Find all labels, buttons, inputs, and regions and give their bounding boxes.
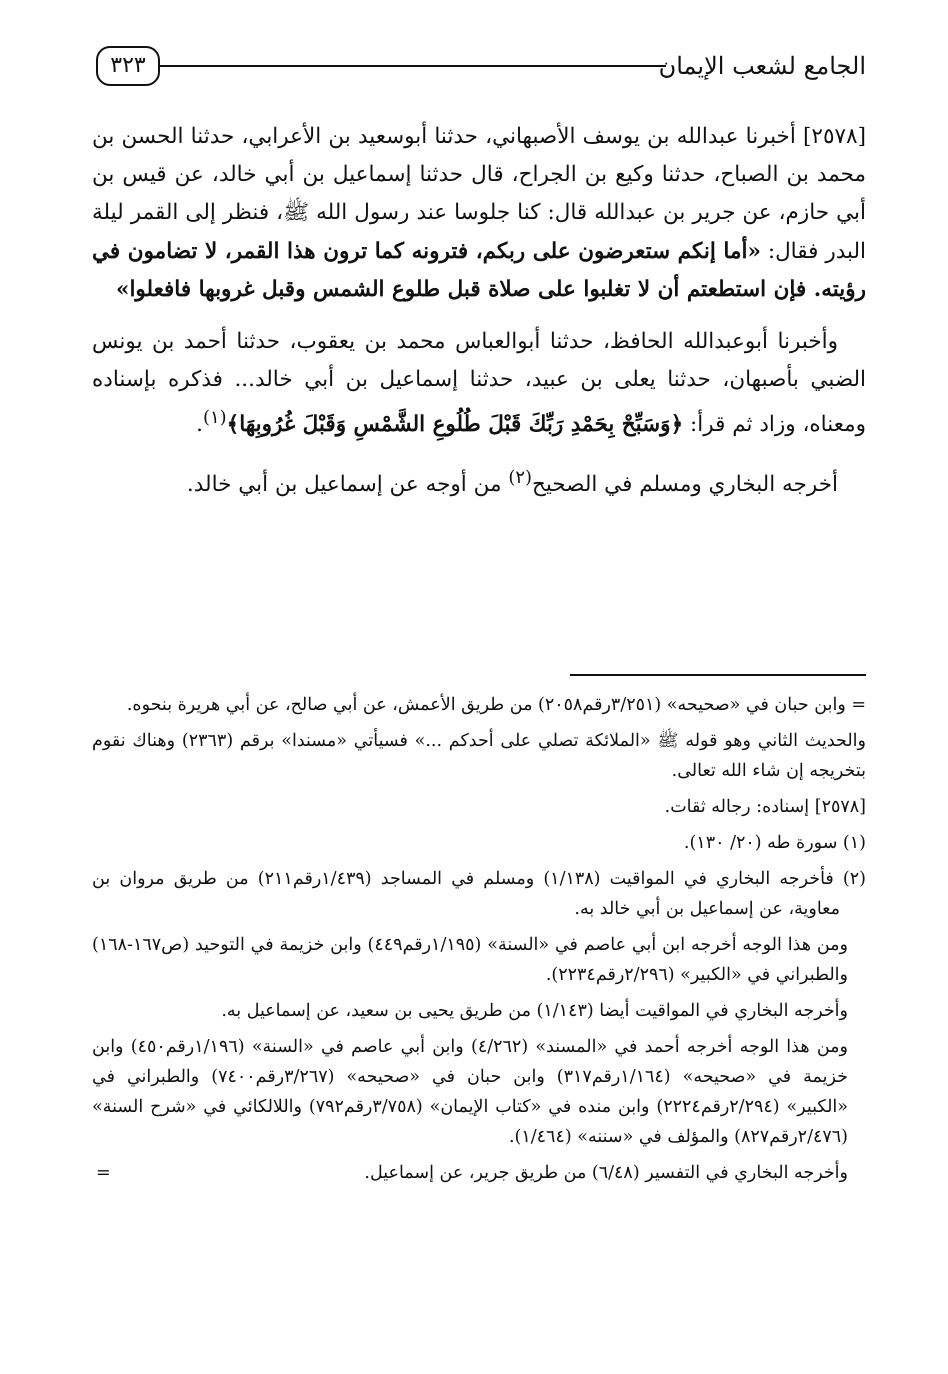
footnote-2-para-4: ومن هذا الوجه أخرجه أحمد في «المسند» (٤/٢٦٢) وابن أبي عاصم في «السنة» (١/١٩٦رقم٤٥٠) وابن خزيمة في «صحيحه» (١/١٦٤رقم٣١٧) وابن حبان في «صحيحه» (٣/٢٦٧رقم٧٤٠٠) والطبراني في «الكبير» (٢/٢٩٤رقم٢٢٢٤) وابن منده في «كتاب الإيمان» (٣/٧٥٨رقم٧٩٢) واللالكائي في «شرح السنة» (٢/٤٧٦رقم٨٢٧) والمؤلف في «سننه» (١/٤٦٤). xyxy=(92,1037,848,1147)
page-number: ٣٢٣ xyxy=(96,46,160,86)
takhrij-text-a: أخرجه البخاري ومسلم في الصحيح xyxy=(531,471,838,497)
footnote-continuation: = وابن حبان في «صحيحه» (٣/٢٥١رقم٢٠٥٨) من طريق الأعمش، عن أبي صالح، عن أبي هريرة بنحوه. xyxy=(126,695,866,715)
second-chain-end: . xyxy=(196,412,203,438)
footnote-2-para-2: ومن هذا الوجه أخرجه ابن أبي عاصم في «السنة» (١/١٩٥رقم٤٤٩) وابن خزيمة في التوحيد (ص١٦٧-١٦٨) والطبراني في «الكبير» (٢/٢٩٦رقم٢٢٣٤). xyxy=(92,935,848,985)
running-title: الجامع لشعب الإيمان xyxy=(658,52,866,80)
takhrij-text-b: من أوجه عن إسماعيل بن أبي خالد. xyxy=(186,471,509,497)
quran-verse: ﴿وَسَبِّحْ بِحَمْدِ رَبِّكَ قَبْلَ طُلُوعِ الشَّمْسِ وَقَبْلَ غُرُوبِهَا﴾ xyxy=(226,412,684,438)
page-header xyxy=(96,42,866,98)
hadith-isnad: [٢٥٧٨] أخبرنا عبدالله بن يوسف الأصبهاني، حدثنا أبوسعيد بن الأعرابي، حدثنا الحسن بن محمد بن الصباح، حدثنا وكيع بن الجراح، قال حدثنا إسماعيل بن أبي خالد، عن قيس بن أبي حازم، عن جرير بن عبدالله قال: كنا جلوسا عند رسول الله ﷺ، فنظر إلى القمر ليلة البدر فقال: xyxy=(92,124,867,264)
footnotes xyxy=(92,690,866,1194)
second-chain-text: وأخبرنا أبوعبدالله الحافظ، حدثنا أبوالعباس محمد بن يعقوب، حدثنا أحمد بن يونس الضبي بأصبهان، حدثنا يعلى بن عبيد، حدثنا إسماعيل بن أبي خالد... فذكره بإسناده ومعناه، وزاد ثم قرأ: xyxy=(92,329,866,438)
hadith-2578 xyxy=(92,118,866,309)
footnote-2: (٢) فأخرجه البخاري في المواقيت (١/١٣٨) ومسلم في المساجد (١/٤٣٩رقم٢١١) من طريق مروان بن معاوية، عن إسماعيل بن أبي خالد به. xyxy=(92,869,866,919)
footnote-2-para-3: وأخرجه البخاري في المواقيت أيضا (١/١٤٣) من طريق يحيى بن سعيد، عن إسماعيل به. xyxy=(221,1001,848,1021)
footnote-2-para-5 xyxy=(92,1158,866,1188)
hadith-matn: «أما إنكم ستعرضون على ربكم، فترونه كما ترون هذا القمر، لا تضامون في رؤيته. فإن استطعتم أن لا تغلبوا على صلاة قبل طلوع الشمس وقبل غروبها فافعلوا» xyxy=(92,238,866,302)
continuation-mark: = xyxy=(96,1163,111,1183)
main-text xyxy=(92,118,866,518)
footnote-1: (١) سورة طه (٢٠/ ١٣٠). xyxy=(683,833,866,853)
footnote-ref-1: (١) xyxy=(203,407,227,429)
second-chain xyxy=(92,323,866,445)
footnote-ref-2: (٢) xyxy=(508,466,532,488)
header-rule xyxy=(160,65,666,67)
takhrij-summary xyxy=(92,459,866,504)
footnote-separator xyxy=(570,674,866,676)
footnote-2-para-5-text: وأخرجه البخاري في التفسير (٦/٤٨) من طريق جرير، عن إسماعيل. xyxy=(364,1163,848,1183)
footnote-isnad-grade: [٢٥٧٨] إسناده: رجاله ثقات. xyxy=(664,797,866,817)
footnote-second-hadith: والحديث الثاني وهو قوله ﷺ «الملائكة تصلي على أحدكم ...» فسيأتي «مسندا» برقم (٢٣٦٣) وهناك نقوم بتخريجه إن شاء الله تعالى. xyxy=(92,731,866,781)
